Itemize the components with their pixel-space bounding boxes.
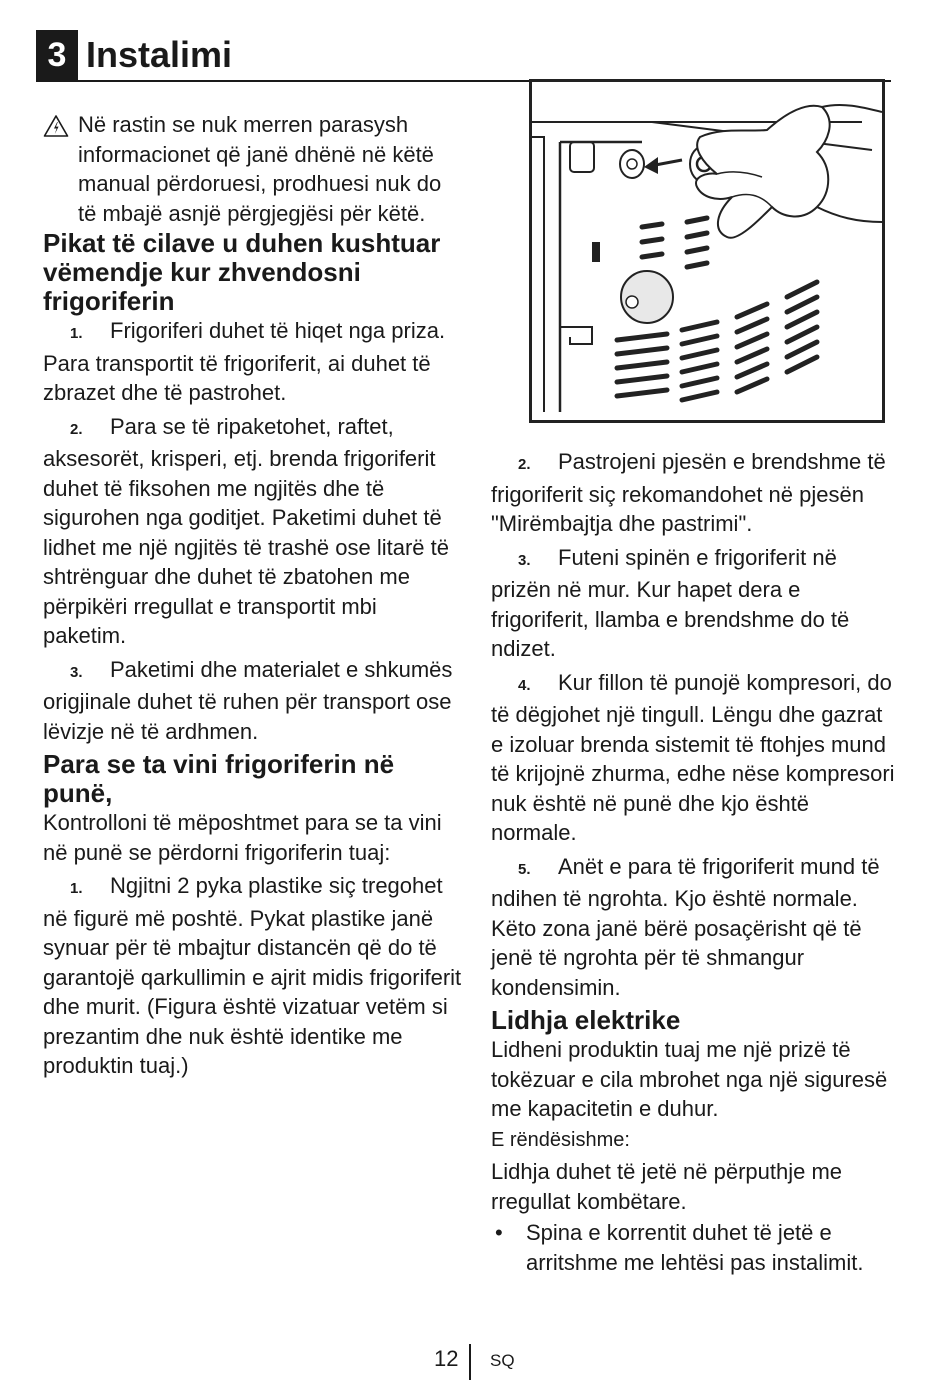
- list-item-number: 3.: [70, 663, 83, 681]
- list-item-text: Frigoriferi duhet të hiqet nga priza. Para transportit të frigoriferit, ai duhet të zbrazet dhe të pastrohet.: [43, 318, 446, 405]
- list-item: [43, 871, 463, 1081]
- list-item-number: 2.: [70, 420, 83, 438]
- section-heading-moving: Pikat të cilave u duhen kushtuar vëmendje kur zhvendosni frigoriferin: [43, 228, 441, 316]
- left-column: [43, 110, 463, 1085]
- warning-text: Në rastin se nuk merren parasysh informacionet që janë dhënë në këtë manual përdoruesi, prodhuesi nuk do të mbajë asnjë përgjegjësi për këtë.: [78, 112, 442, 226]
- bullet-item: [491, 1218, 896, 1277]
- chapter-header: [36, 30, 891, 82]
- list-item-text: Para se të ripaketohet, raftet, aksesorët, krisperi, etj. brenda frigoriferit duhet të fiksohen me ngjitës dhe të sigurohen nga goditjet. Paketimi duhet të lidhet me një ngjitës të trashë ose litarë të shtrënguar dhe duhet të zbatohen me përpikëri rregullat e transportit mbi paketim.: [43, 413, 450, 648]
- list-item: [491, 543, 896, 664]
- language-code: SQ: [490, 1351, 515, 1370]
- list-item-number: 5.: [518, 860, 531, 878]
- section-heading-before-use: Para se ta vini frigoriferin në punë,: [43, 749, 395, 808]
- list-item: [491, 668, 896, 848]
- chapter-number: 3: [36, 30, 78, 80]
- warning-triangle-icon: [43, 114, 69, 138]
- page-footer: [0, 1344, 950, 1384]
- list-item-number: 4.: [518, 676, 531, 694]
- list-item: [491, 447, 896, 539]
- right-column: [491, 95, 896, 1279]
- list-item-text: Anët e para të frigoriferit mund të ndihen të ngrohta. Kjo është normale. Këto zona janë bërë posaçërisht që të jenë të ngrohta për të shmangur kondensimin.: [491, 853, 880, 1000]
- list-item-text: Kur fillon të punojë kompresori, do të dëgjohet një tingull. Lëngu dhe gazrat e izoluar brenda sistemit të ftohjes mund të krijojnë zhurma, edhe nëse kompresori nuk është në punë dhe kjo është normale.: [491, 669, 895, 845]
- figure-illustration: [532, 82, 882, 420]
- important-label: E rëndësishme:: [491, 1128, 630, 1151]
- bullet-text: Spina e korrentit duhet të jetë e arritshme me lehtësi pas instalimit.: [526, 1220, 864, 1275]
- list-item-number: 2.: [518, 456, 531, 473]
- list-item-number: 1.: [70, 325, 83, 342]
- list-item: [43, 655, 463, 747]
- bullet-dot-icon: •: [495, 1220, 503, 1245]
- list-item: [491, 852, 896, 1003]
- list-item: [43, 412, 463, 651]
- list-item-text: Ngjitni 2 pyka plastike siç tregohet në figurë më poshtë. Pykat plastike janë synuar për të mbajtur distancën që do të garantojë qarkullimin e ajrit midis frigoriferit dhe murit. (Figura është vizatuar vetëm si prezantim dhe nuk është identike me produktin tuaj.): [43, 873, 462, 1078]
- chapter-title: Instalimi: [86, 34, 233, 75]
- section-intro: Kontrolloni të mëposhtmet para se ta vini në punë se përdorni frigoriferin tuaj:: [43, 810, 442, 865]
- list-item-text: Pastrojeni pjesën e brendshme të frigoriferit siç rekomandohet në pjesën "Mirëmbajtja dhe pastrimi".: [491, 449, 886, 536]
- list-item-number: 1.: [70, 880, 83, 897]
- list-item-text: Paketimi dhe materialet e shkumës origjinale duhet të ruhen për transport ose lëvizje në të ardhmen.: [43, 656, 453, 744]
- footer-divider: [469, 1344, 471, 1380]
- important-text: Lidhja duhet të jetë në përputhje me rregullat kombëtare.: [491, 1159, 843, 1214]
- list-item: [43, 316, 463, 408]
- figure-plastic-wedge: [529, 79, 885, 423]
- list-item-text: Futeni spinën e frigoriferit në prizën në mur. Kur hapet dera e frigoriferit, llamba e brendshme do të ndizet.: [491, 544, 850, 661]
- page-number: 12: [434, 1346, 459, 1371]
- warning-note: [43, 110, 463, 228]
- section-heading-electrical: Lidhja elektrike: [491, 1005, 681, 1035]
- electrical-text: Lidheni produktin tuaj me një prizë të tokëzuar e cila mbrohet nga një siguresë me kapacitetin e duhur.: [491, 1037, 888, 1121]
- list-item-number: 3.: [518, 551, 531, 569]
